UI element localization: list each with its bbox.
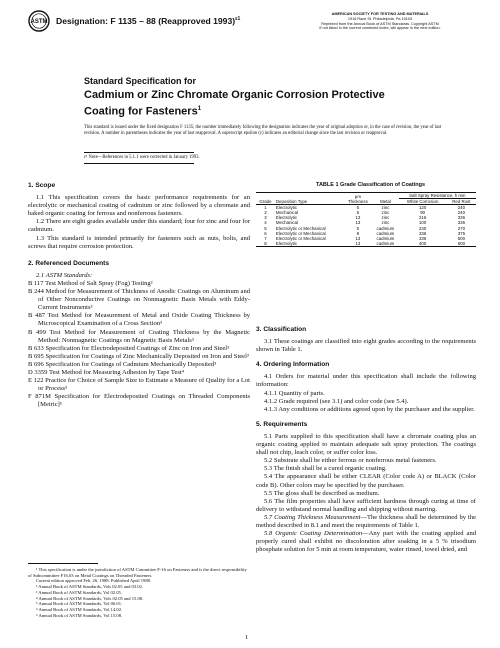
- footnotes: [28, 567, 250, 618]
- table-header: White Corrosion: [406, 199, 439, 205]
- fixed-designation-note: This standard is issued under the fixed designation F 1135; the number immediately following the designation indicates the year of original adoption or, in the case of revision, the year of last revision. A number in parentheses indicates the year of last reapproval. A superscript epsilon (ε) indicates an editorial change since the last revision or reapproval.: [84, 125, 442, 137]
- paragraph: 5.7 Coating Thickness Measurement—The thickness shall be determined by the method described in 8.1 and meet the requirements of Table 1.: [256, 513, 476, 529]
- paragraph: 4.1.2 Grade required (see 3.1) and color code (see 5.4).: [264, 397, 409, 405]
- reference-item: B 696 Specification for Coatings of Cadmium Mechanically Deposited³: [28, 360, 217, 368]
- footnote: ³ Annual Book of ASTM Standards, Vol 02.05.: [36, 589, 122, 595]
- right-column: [256, 326, 476, 554]
- paragraph: 1.2 There are eight grades available under this standard; four for zinc and four for cadmium.: [28, 218, 250, 234]
- reference-item: B 487 Test Method for Measurement of Metal and Oxide Coating Thickness by Microscopical Examination of a Cross Section³: [28, 312, 250, 328]
- footnote: Current edition approved Feb. 26, 1988. Published April 1988.: [36, 578, 152, 584]
- paragraph: 4.1.1 Quantity of parts.: [264, 389, 325, 397]
- table-row: 3 Electrolytic 13 zinc 216 336: [264, 215, 466, 221]
- reference-item: D 3359 Test Method for Measuring Adhesion by Tape Test⁴: [28, 368, 185, 376]
- reference-item: B 499 Test Method for Measurement of Coating Thickness by the Magnetic Method: Nonmagnetic Coatings on Magnetic Basis Metals³: [28, 328, 250, 344]
- footnote: ⁴ Annual Book of ASTM Standards, Vols 02.05 and 15.08.: [36, 595, 144, 601]
- reference-item: B 695 Specification for Coatings of Zinc Mechanically Deposited on Iron and Steel³: [28, 352, 249, 360]
- table-row: 6 Electrolytic or Mechanical 8 cadmium 336 375: [264, 230, 466, 236]
- grade-table: [256, 192, 476, 247]
- section-heading: 3. Classification: [256, 326, 307, 333]
- reference-item: B 244 Method for Measurement of Thickness of Anodic Coatings on Aluminum and of Other Nonconductive Coatings on Nonmagnetic Basis Metals with Eddy-Current Instruments³: [28, 288, 250, 312]
- section-heading: 2. Referenced Documents: [28, 259, 109, 267]
- paragraph: 5.8 Organic Coating Determination—Any part with the coating applied and properly cured shall exhibit no discoloration after soaking in a 5 % trisodium phosphate solution for 5 min at room temperature, water rinsed, towel dried, and: [256, 530, 476, 554]
- footnote: ⁶ Annual Book of ASTM Standards, Vol 15.08.: [36, 612, 123, 618]
- section-heading: 4. Ordering Information: [256, 361, 330, 369]
- svg-text:ASTM: ASTM: [30, 19, 48, 26]
- reference-item: B 633 Specification for Electrodeposited Coatings of Zinc on Iron and Steel³: [28, 344, 230, 352]
- paragraph: 3.1 These coatings are classified into eight grades according to the requirements shown in Table 1.: [256, 338, 476, 354]
- footnote: ¹ This specification is under the jurisdiction of ASTM Committee F-16 on Fasteners and is the direct responsibility of Subcommittee F16.03 on Metal Coatings on Threaded Fasteners.: [28, 567, 247, 578]
- table-header: Red Rust: [452, 199, 471, 205]
- subsection-heading: 2.1 ASTM Standards:: [36, 271, 93, 279]
- section-heading: 1. Scope: [28, 182, 56, 189]
- note-rule: [84, 163, 194, 164]
- paragraph: 5.6 The film properties shall have sufficient hardness through curing at time of delivery to withstand normal handling and shipping without marring.: [256, 497, 476, 513]
- left-column: [28, 182, 250, 409]
- footnote: ⁵ Annual Book of ASTM Standards, Vol 06.01.: [36, 601, 123, 607]
- section-heading: 5. Requirements: [256, 420, 308, 428]
- page-number: 1: [245, 634, 249, 641]
- reference-item: B 117 Test Method of Salt Spray (Fog) Testing²: [28, 279, 153, 287]
- paragraph: 5.1 Parts supplied to this specification shall have a chromate coating plus an organic coating applied to maintain adequate salt spray protection. The coatings shall not chip, leach color, or suffer color loss.: [256, 432, 476, 457]
- table-header: Grade: [259, 199, 272, 205]
- paragraph: 5.5 The gloss shall be described as medium.: [264, 489, 380, 497]
- table-row: 2 Mechanical 5 zinc 90 240: [264, 210, 466, 216]
- astm-logo: [28, 10, 50, 32]
- epsilon-note: ε¹ Note—References in 5.1.1 were corrected in January 1993.: [84, 155, 200, 160]
- paragraph: 5.4 The appearance shall be either CLEAR (Color code A) or BLACK (Color code B). Other colors may be specified by the purchaser.: [256, 473, 476, 489]
- table-row: 1 Electrolytic 5 zinc 120 240: [264, 205, 466, 211]
- note-rule: [84, 152, 194, 153]
- footnote-rule: [28, 563, 98, 564]
- paragraph: 5.3 The finish shall be a cured organic coating.: [264, 465, 387, 473]
- footnote: ⁶ Annual Book of ASTM Standards, Vol 14.02.: [36, 606, 123, 612]
- table-header: Deposition Type: [275, 199, 308, 205]
- reference-item: E 122 Practice for Choice of Sample Size to Estimate a Measure of Quality for a Lot or Process⁵: [28, 377, 250, 393]
- table-row: 7 Electrolytic or Mechanical 13 cadmium 336 500: [264, 235, 466, 241]
- publisher-block: AMERICAN SOCIETY FOR TESTING AND MATERIALS 1916 Race St. Philadelphia, Pa 19103 Reprinted from the Annual Book of ASTM Standards. Copyright ASTM If not listed in the current combined index, will appear in the next edition.: [319, 12, 441, 31]
- paragraph: 1.1 This specification covers the basic performance requirements for an electrolytic or mechanical coating of cadmium or zinc followed by a chromate and baked organic coating for ferrous and nonferrous fasteners.: [28, 194, 250, 218]
- paragraph: 5.2 Substrate shall be either ferrous or nonferrous metal fasteners.: [264, 457, 437, 465]
- table-header: Metal: [380, 199, 391, 205]
- designation: Designation: F 1135 – 88 (Reapproved 1993)$^{\varepsilon 1}$: [56, 16, 241, 26]
- table-caption: TABLE 1 Grade Classification of Coatings: [316, 182, 425, 188]
- reference-item: F 871M Specification for Electrodeposited Coatings on Threaded Components [Metric]⁶: [28, 393, 250, 409]
- paragraph: 4.1.3 Any conditions or additions agreed upon by the purchaser and the supplier.: [264, 405, 475, 413]
- table-row: 5 Electrolytic or Mechanical 5 cadmium 240 270: [264, 225, 466, 231]
- document-title: Standard Specification for Cadmium or Zinc Chromate Organic Corrosion Protective Coating for Fasteners$^1$: [84, 76, 385, 118]
- table-header: μm Thickness: [348, 194, 368, 205]
- paragraph: 1.3 This standard is intended primarily for fasteners such as nuts, bolts, and screws that require corrosion protection.: [28, 234, 250, 250]
- table-header: Salt Spray Resistance, h min: [399, 193, 476, 199]
- table-row: 8 Electrolytic 13 cadmium 400 600: [256, 241, 476, 247]
- table-row: 4 Mechanical 13 zinc 100 336: [264, 220, 466, 226]
- paragraph: 4.1 Orders for material under this specification shall include the following information:: [256, 373, 476, 389]
- footnote: ² Annual Book of ASTM Standards, Vols 02.05 and 03.02.: [36, 584, 143, 590]
